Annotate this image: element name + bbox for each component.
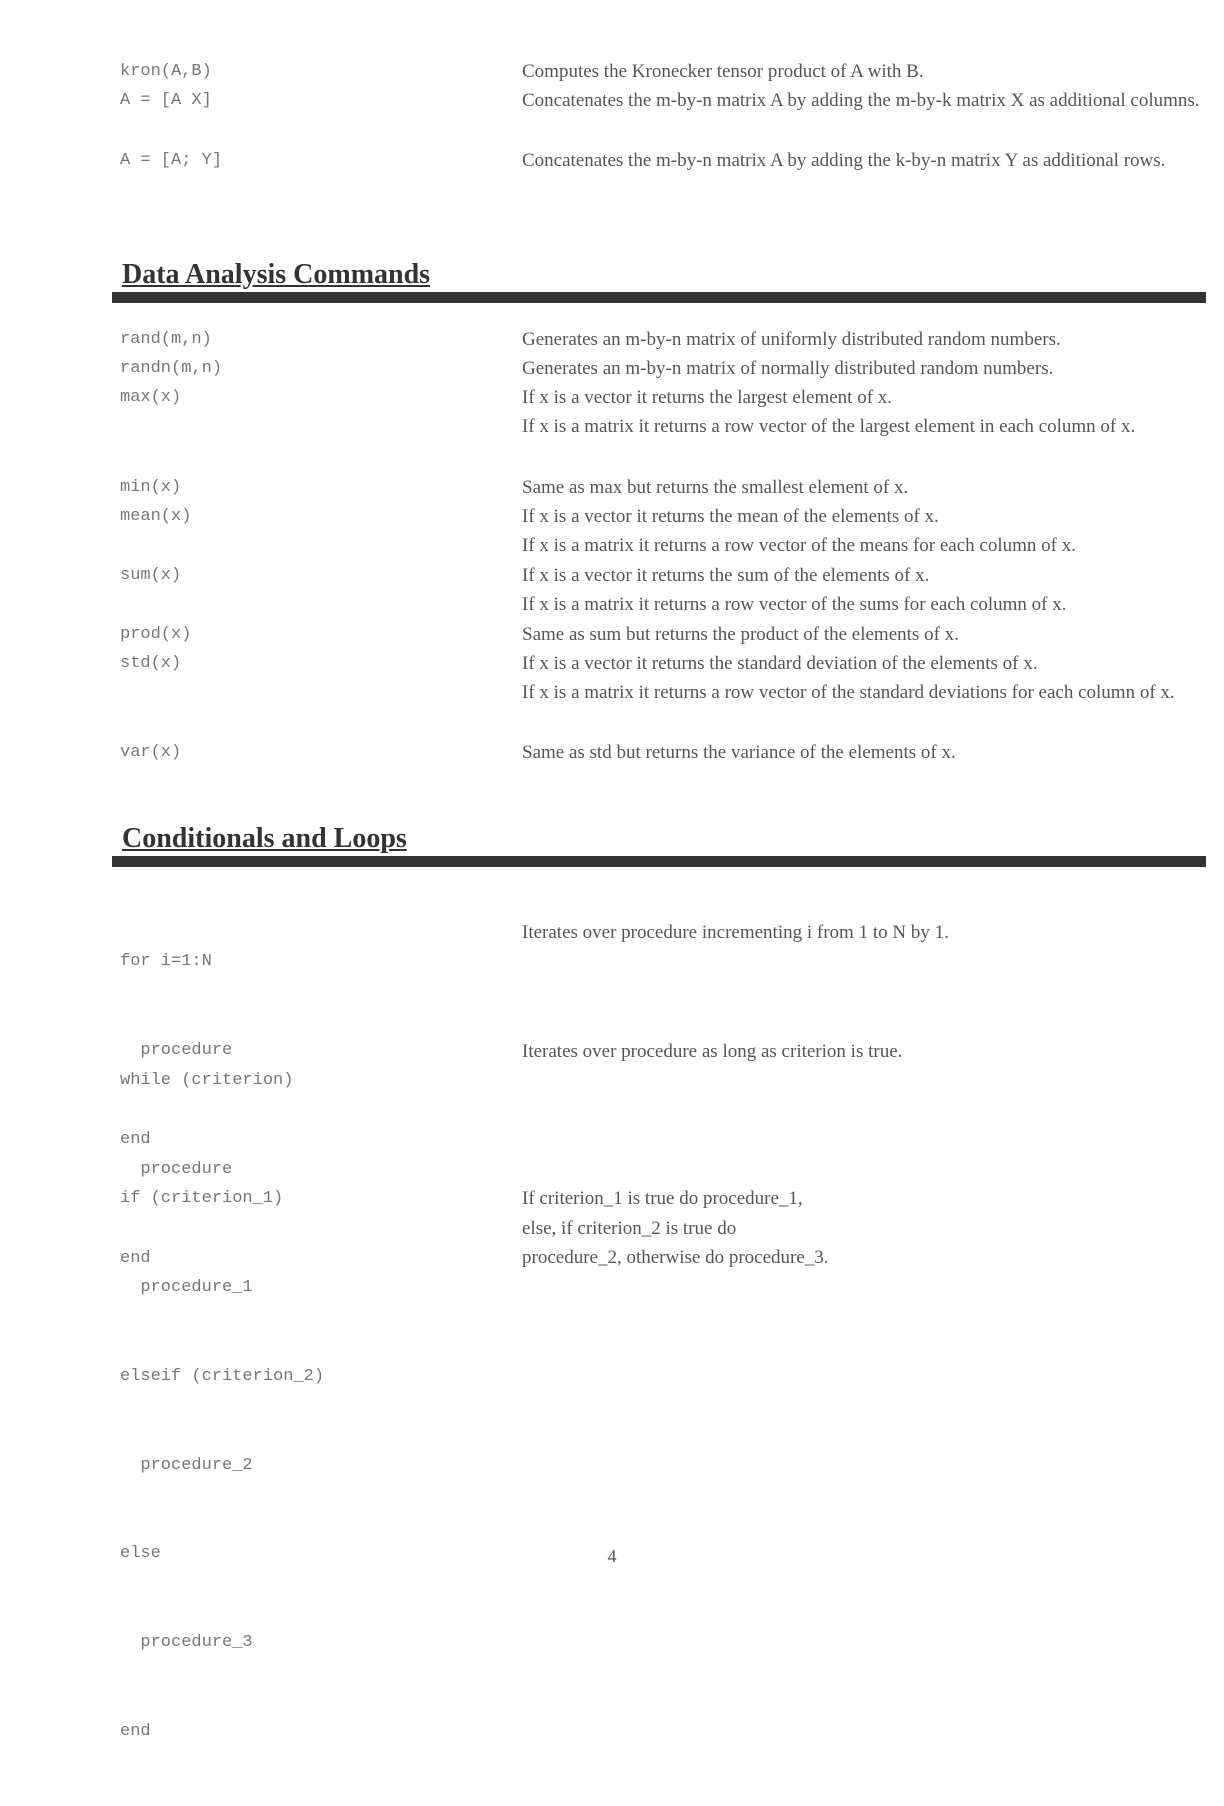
description-line: procedure_2, otherwise do procedure_3. — [522, 1247, 829, 1269]
command-description: If x is a vector it returns the mean of the elements of x. — [522, 506, 939, 527]
section-title: Data Analysis Commands — [122, 259, 431, 290]
code-line: end — [120, 1721, 151, 1741]
code-line: procedure — [120, 1159, 233, 1179]
command-description: Concatenates the m-by-n matrix A by adding the m-by-k matrix X as additional columns. — [522, 90, 1200, 111]
description-line: else, if criterion_2 is true do — [522, 1217, 737, 1239]
command-description: If x is a vector it returns the sum of the elements of x. — [522, 565, 930, 586]
code-line: else — [120, 1544, 161, 1564]
command-syntax: randn(m,n) — [120, 359, 223, 378]
section-heading-conditionals-loops — [112, 822, 1206, 867]
command-syntax: max(x) — [120, 388, 182, 407]
command-description: Concatenates the m-by-n matrix A by adding the k-by-n matrix Y as additional rows. — [522, 150, 1166, 171]
command-syntax: mean(x) — [120, 507, 192, 526]
code-line: while (criterion) — [120, 1071, 294, 1091]
command-description: Same as sum but returns the product of the elements of x. — [522, 624, 959, 645]
code-line: procedure_3 — [120, 1633, 253, 1653]
section-heading-data-analysis — [112, 258, 1206, 303]
command-syntax: std(x) — [120, 654, 182, 673]
command-syntax: A = [A X] — [120, 91, 212, 110]
command-description: Computes the Kronecker tensor product of A with B. — [522, 61, 924, 82]
command-description: Same as max but returns the smallest element of x. — [522, 477, 909, 498]
command-syntax: rand(m,n) — [120, 330, 212, 349]
command-description: If x is a matrix it returns a row vector of the sums for each column of x. — [522, 594, 1067, 615]
code-line: end — [120, 1248, 151, 1268]
code-line: procedure — [120, 1040, 233, 1060]
code-line: for i=1:N — [120, 952, 212, 972]
command-description: If x is a vector it returns the largest element of x. — [522, 387, 893, 408]
section-title: Conditionals and Loops — [122, 823, 407, 854]
command-syntax: min(x) — [120, 478, 182, 497]
command-syntax: prod(x) — [120, 625, 192, 644]
command-description: If x is a vector it returns the standard deviation of the elements of x. — [522, 653, 1038, 674]
if-block-description — [522, 1184, 1200, 1273]
while-loop-description: Iterates over procedure as long as criterion is true. — [522, 1041, 903, 1062]
code-line: if (criterion_1) — [120, 1189, 284, 1209]
page-number: 4 — [607, 1546, 617, 1566]
command-syntax: sum(x) — [120, 566, 182, 585]
code-line: procedure_1 — [120, 1277, 253, 1297]
command-description: Generates an m-by-n matrix of normally distributed random numbers. — [522, 358, 1054, 379]
command-description: If x is a matrix it returns a row vector of the standard deviations for each column of x. — [522, 682, 1175, 703]
code-line: procedure_2 — [120, 1455, 253, 1475]
if-block-code — [120, 1125, 324, 1806]
code-line: elseif (criterion_2) — [120, 1366, 325, 1386]
command-description: Generates an m-by-n matrix of uniformly distributed random numbers. — [522, 329, 1061, 350]
command-description: Same as std but returns the variance of the elements of x. — [522, 742, 956, 763]
command-description: If x is a matrix it returns a row vector of the largest element in each column of x. — [522, 416, 1136, 437]
code-line: end — [120, 1129, 151, 1149]
description-line: If criterion_1 is true do procedure_1, — [522, 1188, 803, 1209]
command-syntax: A = [A; Y] — [120, 151, 223, 170]
for-loop-description: Iterates over procedure incrementing i from 1 to N by 1. — [522, 922, 949, 943]
command-syntax: kron(A,B) — [120, 62, 212, 81]
command-syntax: var(x) — [120, 743, 182, 762]
command-description: If x is a matrix it returns a row vector of the means for each column of x. — [522, 535, 1076, 556]
